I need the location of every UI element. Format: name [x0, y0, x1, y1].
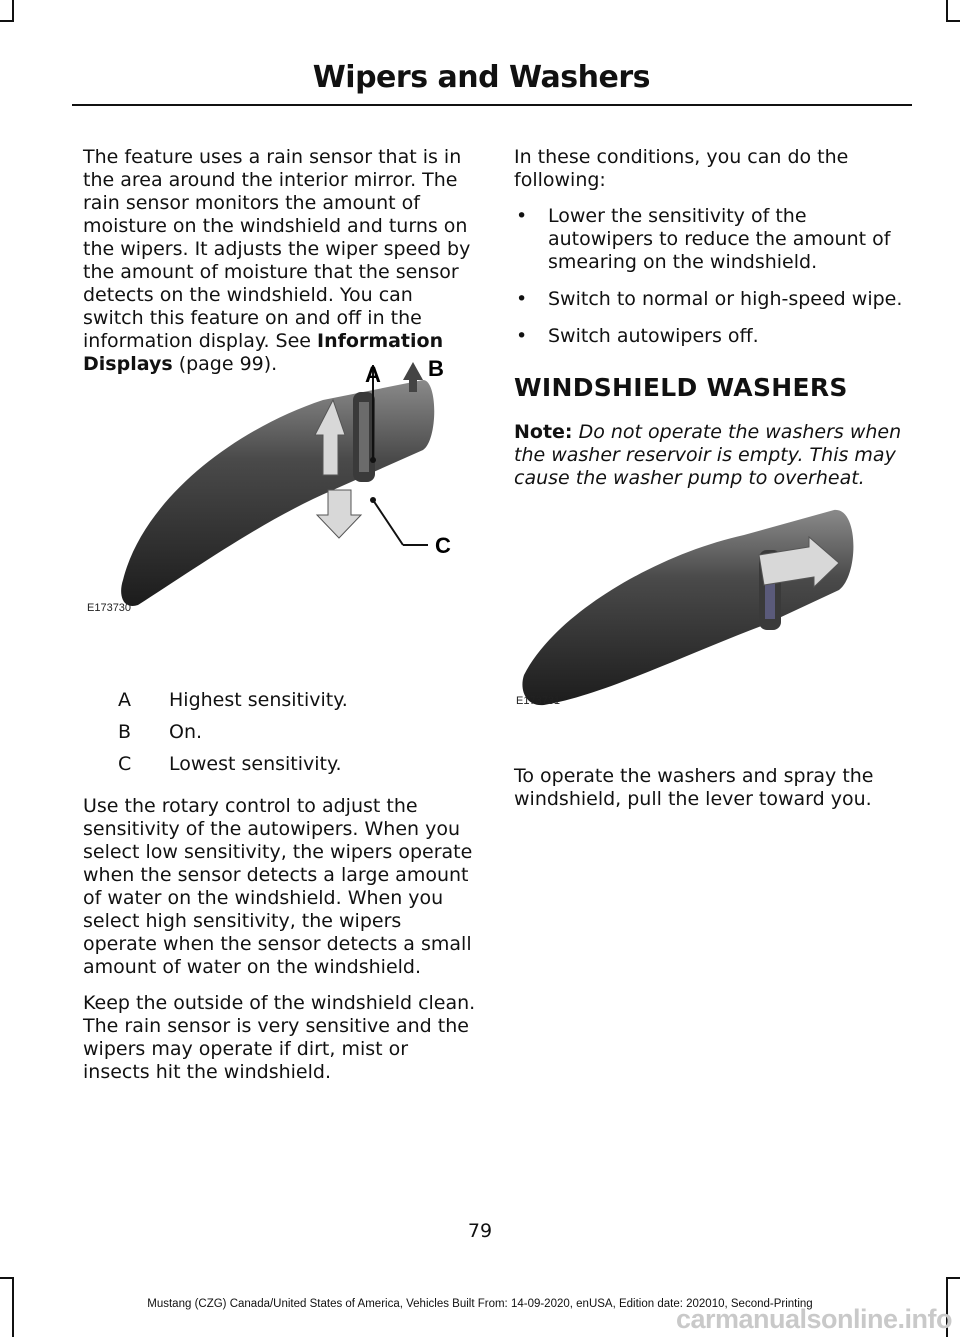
washer-lever-figure [514, 495, 910, 710]
bullet-glyph: • [516, 288, 528, 310]
note-text: Do not operate the washers when the washer reservoir is empty. This may cause the washer pump to overheat. [514, 421, 902, 489]
legend-key: A [118, 689, 131, 711]
legend-text: Highest sensitivity. [169, 689, 348, 711]
list-item-text: Switch autowipers off. [548, 325, 759, 347]
legend-key: B [118, 721, 132, 743]
page-number: 79 [467, 1220, 493, 1242]
note [514, 421, 910, 490]
list-item-text: Switch to normal or high-speed wipe. [548, 288, 903, 310]
crop-mark [0, 20, 14, 22]
crop-mark [12, 0, 14, 22]
section-heading: WINDSHIELD WASHERS [514, 373, 848, 402]
bullet-glyph: • [516, 325, 528, 347]
list-item [514, 205, 910, 274]
list-item [514, 325, 910, 348]
callout-c: C [435, 533, 451, 558]
legend-row [83, 721, 478, 753]
paragraph: In these conditions, you can do the following: [514, 146, 849, 191]
paragraph-text: The feature uses a rain sensor that is in the area around the interior mirror. The rain sensor monitors the amount of moisture on the windshield and turns on the wipers. It adjusts the wiper speed by the amount of moisture that the sensor detects on the windshield. You can switch this feature on and off in the information display. See [83, 146, 471, 352]
paragraph: To operate the washers and spray the windshield, pull the lever toward you. [514, 765, 874, 810]
legend-key: C [118, 753, 132, 775]
paragraph: Keep the outside of the windshield clean. The rain sensor is very sensitive and the wipers may operate if dirt, mist or insects hit the windshield. [83, 992, 476, 1083]
crop-mark [946, 0, 948, 22]
callout-a: A [365, 362, 381, 387]
figure-code: E173731 [516, 695, 561, 707]
legend-row [83, 689, 478, 721]
crop-mark [946, 20, 960, 22]
legend [83, 689, 478, 785]
list-item-text: Lower the sensitivity of the autowipers to reduce the amount of smearing on the windshield. [548, 205, 891, 273]
cross-reference-link[interactable]: Information Displays [83, 330, 444, 375]
legend-text: On. [169, 721, 203, 743]
figure-code: E173730 [87, 602, 132, 614]
crop-mark [946, 1277, 960, 1279]
crop-mark [0, 1277, 14, 1279]
wiper-lever-figure [83, 340, 478, 625]
bullet-list [514, 205, 910, 348]
page-title: Wipers and Washers [312, 60, 650, 95]
watermark: carmanualsonline.info [675, 1304, 952, 1334]
bullet-glyph: • [516, 205, 528, 227]
legend-text: Lowest sensitivity. [169, 753, 342, 775]
paragraph: Use the rotary control to adjust the sensitivity of the autowipers. When you select low sensitivity, the wipers operate when the sensor detects a large amount of water on the windshield. When you select high sensitivity, the wipers operate when the sensor detects a small amount of water on the windshield. [83, 795, 473, 978]
washer-lever-illustration [514, 495, 910, 710]
header-rule [72, 104, 912, 106]
footer: Mustang (CZG) Canada/United States of America, Vehicles Built From: 14-09-2020, enUSA, Edition date: 202010, Second-Printing [147, 1298, 813, 1310]
note-label: Note: [514, 421, 573, 443]
right-column [514, 146, 910, 824]
legend-row [83, 753, 478, 785]
wiper-lever-illustration [83, 340, 478, 625]
callout-b: B [428, 356, 444, 381]
page-reference: (page 99). [178, 353, 278, 375]
list-item [514, 288, 910, 311]
